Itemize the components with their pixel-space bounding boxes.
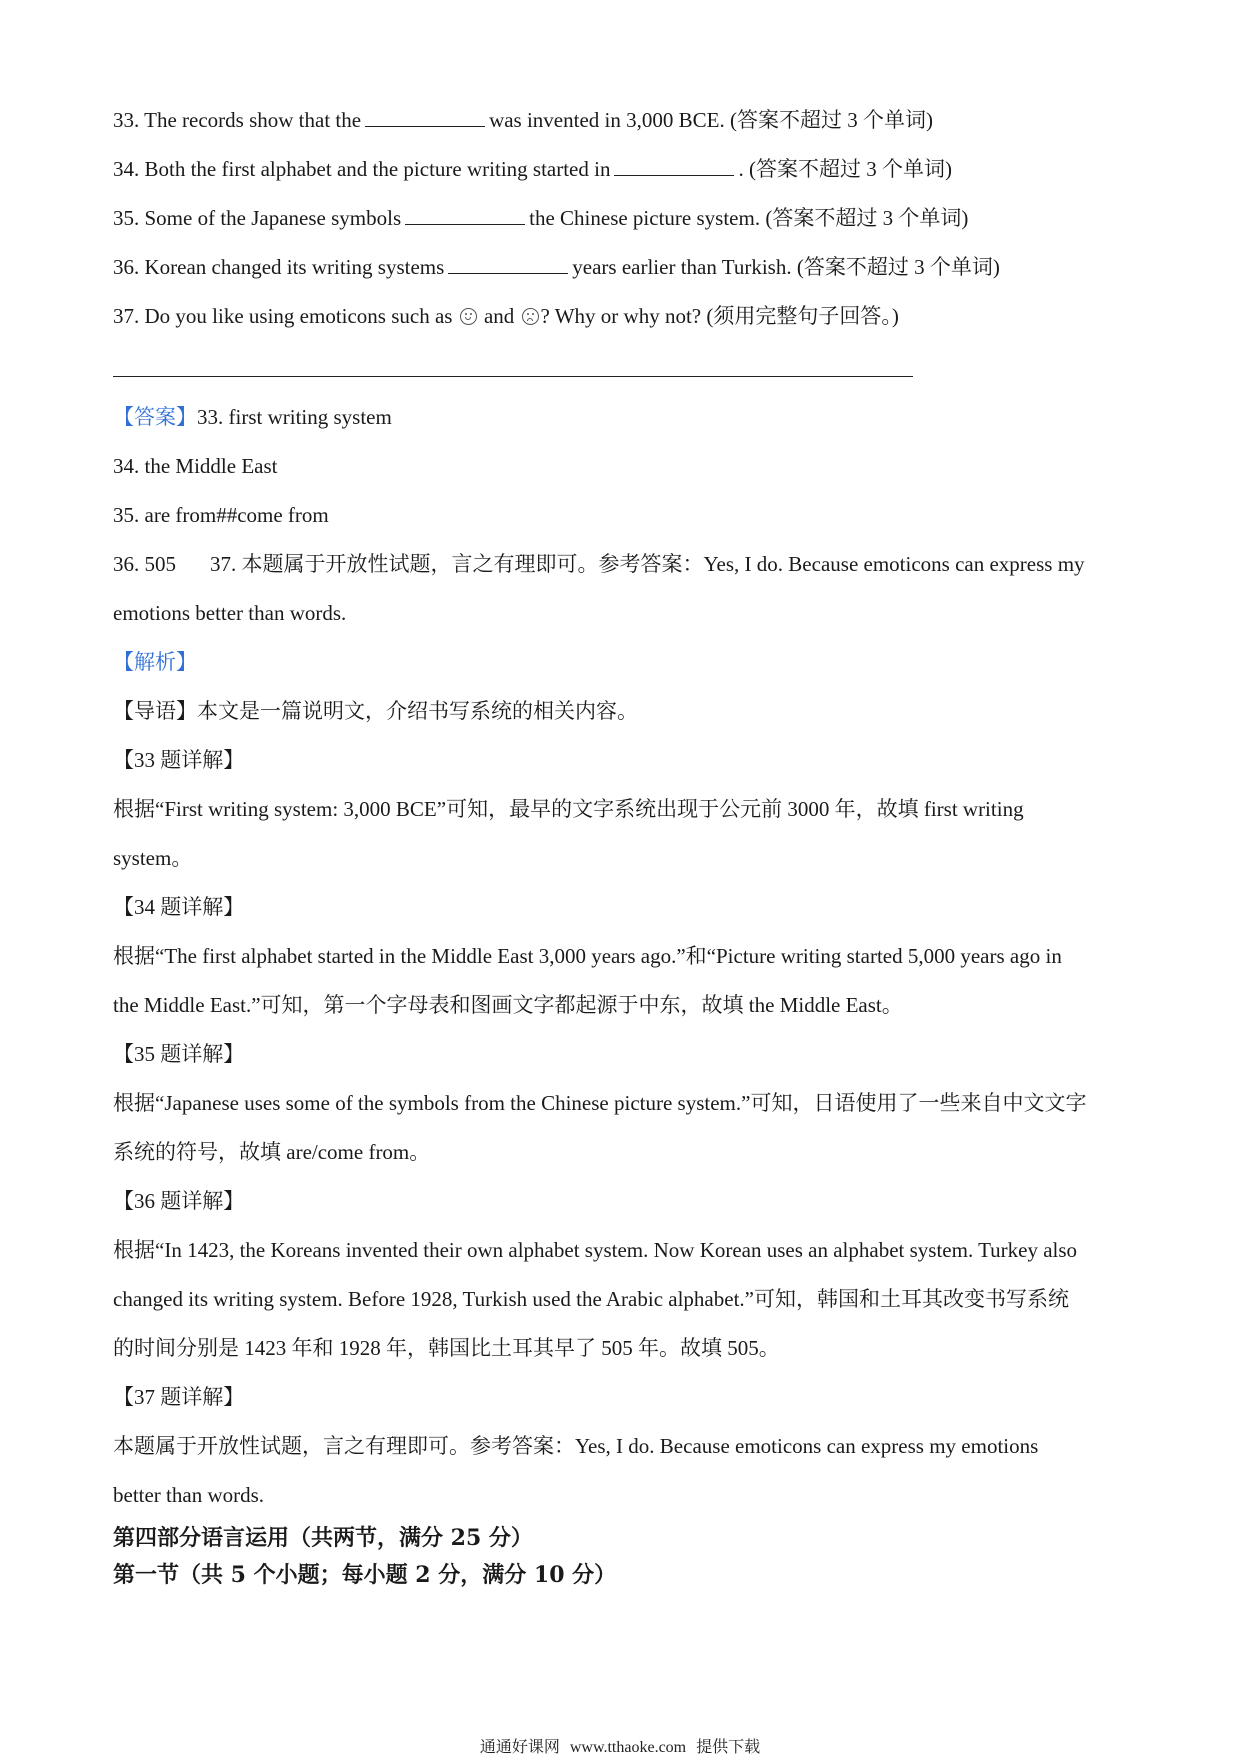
question-33 [113, 96, 1133, 145]
analysis-guide: 【导语】本文是一篇说明文，介绍书写系统的相关内容。 [113, 699, 638, 723]
question-37 [113, 292, 1133, 341]
answer-36-37 [113, 540, 1133, 589]
q33-text-after: was invented in 3,000 BCE. (答案不超过 3 个单词) [489, 108, 933, 132]
detail-36-line3: 的时间分别是 1423 年和 1928 年，韩国比土耳其早了 505 年。故填 505。 [113, 1336, 780, 1360]
detail-35-line1: 根据“Japanese uses some of the symbols from the Chinese picture system.”可知，日语使用了一些来自中文文字 [113, 1091, 1087, 1115]
detail-35-heading: 【35 题详解】 [113, 1042, 245, 1066]
sad-face-icon [522, 308, 539, 325]
answer-tag: 【答案】 [113, 405, 197, 429]
q37-answer-line[interactable] [113, 375, 913, 377]
footer-site-name: 通通好课网 [479, 1739, 560, 1756]
q37-text-before: 37. Do you like using emoticons such as [113, 304, 453, 328]
detail-36-line1: 根据“In 1423, the Koreans invented their own alphabet system. Now Korean uses an alphabet system. Turkey also [113, 1238, 1078, 1262]
detail-37-line2: better than words. [113, 1483, 265, 1507]
detail-34-line1: 根据“The first alphabet started in the Middle East 3,000 years ago.”和“Picture writing started 5,000 years ago in [113, 944, 1062, 968]
q34-blank[interactable] [614, 174, 734, 176]
q33-text-before: 33. The records show that the [113, 108, 362, 132]
answer-block-33 [113, 393, 1133, 442]
detail-33-line2: system。 [113, 846, 193, 870]
question-35 [113, 194, 1133, 243]
document-page [113, 96, 1133, 1594]
detail-33-line1: 根据“First writing system: 3,000 BCE”可知，最早的文字系统出现于公元前 3000 年，故填 first writing [113, 797, 1024, 821]
detail-34-heading: 【34 题详解】 [113, 895, 245, 919]
q37-text-after: ? Why or why not? (须用完整句子回答。) [540, 304, 899, 328]
detail-34-line2: the Middle East.”可知，第一个字母表和图画文字都起源于中东，故填 the Middle East。 [113, 993, 903, 1017]
q35-text-after: the Chinese picture system. (答案不超过 3 个单词) [529, 206, 969, 230]
section-1-heading: 第一节（共 5 个小题；每小题 2 分，满分 10 分） [113, 1562, 617, 1588]
q36-text-before: 36. Korean changed its writing systems [113, 255, 445, 279]
detail-35-line2: 系统的符号，故填 are/come from。 [113, 1140, 431, 1164]
q37-text-mid: and [483, 304, 515, 328]
answer-36: 36. 505 [113, 552, 176, 576]
footer-url[interactable]: www.tthaoke.com [569, 1739, 687, 1756]
answer-37-line1: 37. 本题属于开放性试题，言之有理即可。参考答案：Yes, I do. Because emoticons can express my [210, 552, 1085, 576]
detail-37-heading: 【37 题详解】 [113, 1385, 245, 1409]
answer-35: 35. are from##come from [113, 503, 329, 527]
q35-blank[interactable] [405, 223, 525, 225]
q36-text-after: years earlier than Turkish. (答案不超过 3 个单词) [572, 255, 1000, 279]
section-part4-heading: 第四部分语言运用（共两节，满分 25 分） [113, 1525, 533, 1551]
q35-text-before: 35. Some of the Japanese symbols [113, 206, 402, 230]
answer-34: 34. the Middle East [113, 454, 278, 478]
answer-37-line2: emotions better than words. [113, 601, 347, 625]
q34-text-after: . (答案不超过 3 个单词) [738, 157, 952, 181]
detail-36-heading: 【36 题详解】 [113, 1189, 245, 1213]
q34-text-before: 34. Both the first alphabet and the picture writing started in [113, 157, 611, 181]
q36-blank[interactable] [448, 272, 568, 274]
question-34 [113, 145, 1133, 194]
analysis-tag: 【解析】 [113, 650, 197, 674]
detail-37-line1: 本题属于开放性试题，言之有理即可。参考答案：Yes, I do. Because emoticons can express my emotions [113, 1434, 1039, 1458]
answer-33: 33. first writing system [197, 405, 392, 429]
detail-33-heading: 【33 题详解】 [113, 748, 245, 772]
question-36 [113, 243, 1133, 292]
footer-download-text: 提供下载 [696, 1739, 761, 1756]
q33-blank[interactable] [365, 125, 485, 127]
detail-36-line2: changed its writing system. Before 1928, Turkish used the Arabic alphabet.”可知，韩国和土耳其改变书写系统 [113, 1287, 1069, 1311]
smiley-face-icon [460, 308, 477, 325]
